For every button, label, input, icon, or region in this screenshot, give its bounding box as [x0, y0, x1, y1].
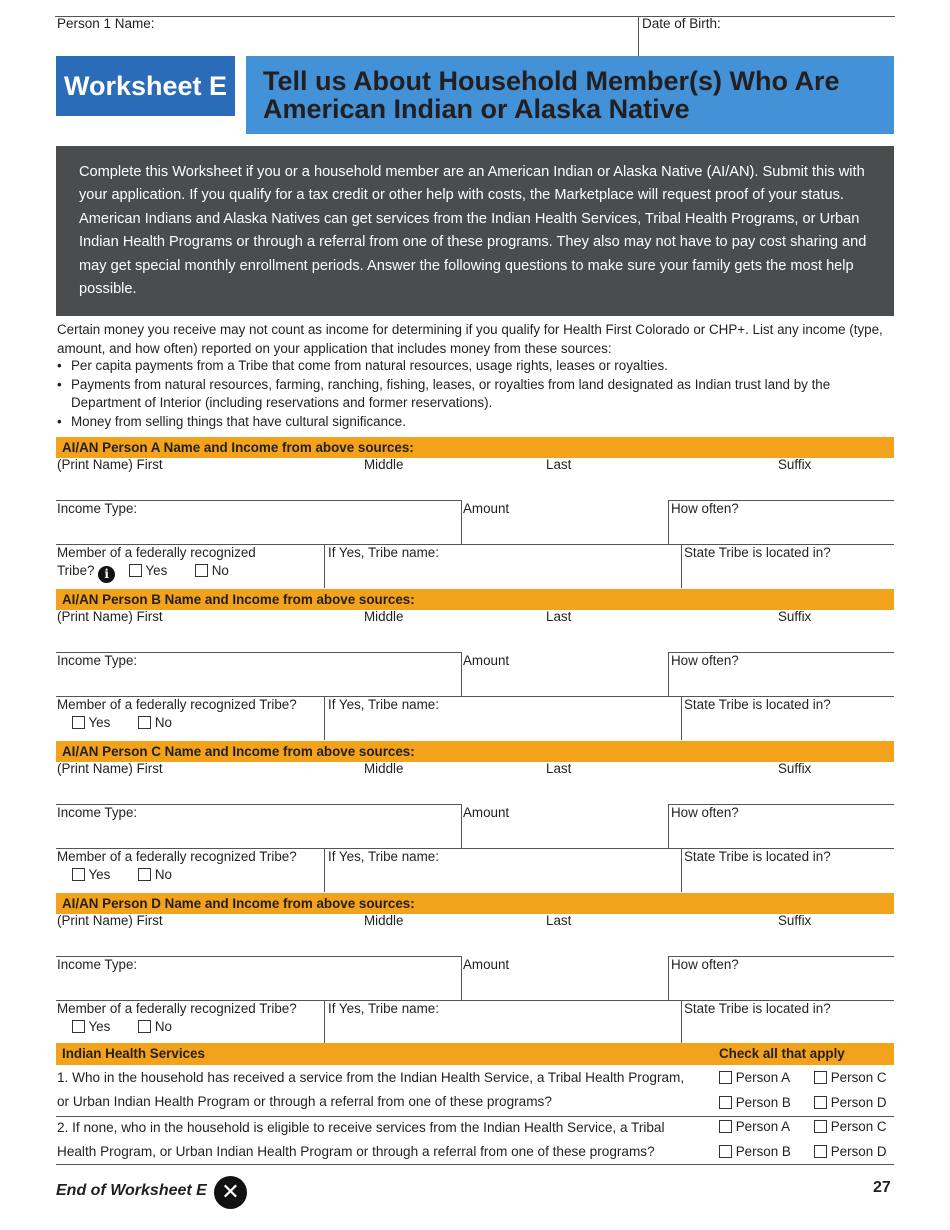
no-checkbox[interactable]: [138, 716, 151, 729]
divider: [324, 696, 325, 740]
close-icon: ✕: [214, 1176, 247, 1209]
title-line-1: Tell us About Household Member(s) Who Are: [263, 66, 840, 96]
divider: [668, 804, 669, 848]
tribe-name-field[interactable]: If Yes, Tribe name:: [328, 697, 439, 712]
person-a-section: [56, 437, 894, 589]
yes-checkbox[interactable]: [129, 564, 142, 577]
first-name-field[interactable]: (Print Name) First: [57, 913, 163, 928]
yes-label: Yes: [145, 563, 168, 578]
tribe-question: Member of a federally recognized Tribe?: [57, 697, 297, 712]
question-2: [57, 1116, 665, 1164]
suffix-field[interactable]: Suffix: [778, 913, 812, 928]
info-icon[interactable]: i: [98, 566, 115, 583]
title-line-2: American Indian or Alaska Native: [263, 94, 690, 124]
tribe-state-field[interactable]: State Tribe is located in?: [684, 849, 831, 864]
no-label: No: [211, 563, 229, 578]
last-name-field[interactable]: Last: [546, 913, 572, 928]
suffix-field[interactable]: Suffix: [778, 761, 812, 776]
first-name-field[interactable]: (Print Name) First: [57, 609, 163, 624]
no-checkbox[interactable]: [138, 1020, 151, 1033]
first-name-field[interactable]: (Print Name) First: [57, 457, 163, 472]
page-title: [246, 56, 894, 134]
q2-option-person-c[interactable]: [814, 1119, 887, 1134]
yes-label: Yes: [88, 1019, 111, 1034]
last-name-field[interactable]: Last: [546, 609, 572, 624]
divider: [461, 500, 462, 544]
first-name-field[interactable]: (Print Name) First: [57, 761, 163, 776]
worksheet-badge: Worksheet E: [56, 56, 235, 116]
option-label: Person A: [735, 1070, 791, 1085]
middle-name-field[interactable]: Middle: [364, 457, 404, 472]
option-label: Person B: [735, 1144, 791, 1159]
no-label: No: [154, 1019, 172, 1034]
option-label: Person D: [830, 1144, 887, 1159]
checkbox[interactable]: [814, 1071, 827, 1084]
tribe-options: [72, 715, 172, 730]
tribe-question: Member of a federally recognized Tribe?: [57, 849, 297, 864]
amount-field[interactable]: Amount: [463, 653, 510, 668]
option-label: Person B: [735, 1095, 791, 1110]
yes-checkbox[interactable]: [72, 716, 85, 729]
divider: [461, 652, 462, 696]
tribe-question: Member of a federally recognized Tribe?: [57, 1001, 297, 1016]
yes-checkbox[interactable]: [72, 1020, 85, 1033]
check-all-label: Check all that apply: [719, 1046, 845, 1061]
person-d-section: [56, 893, 894, 1045]
amount-field[interactable]: Amount: [463, 501, 510, 516]
dob-field[interactable]: Date of Birth:: [642, 16, 721, 31]
ihs-title: Indian Health Services: [62, 1046, 205, 1061]
question-1-line-2: or Urban Indian Health Program or through a referral from one of these programs?: [57, 1094, 552, 1109]
no-checkbox[interactable]: [195, 564, 208, 577]
person-c-section: [56, 741, 894, 893]
amount-field[interactable]: Amount: [463, 805, 510, 820]
q1-option-person-c[interactable]: [814, 1070, 887, 1085]
suffix-field[interactable]: Suffix: [778, 457, 812, 472]
option-label: Person D: [830, 1095, 887, 1110]
tribe-question-cont: [57, 563, 229, 583]
tribe-question: Member of a federally recognized: [57, 545, 256, 560]
person-a-header: AI/AN Person A Name and Income from above sources:: [56, 437, 894, 458]
divider: [668, 956, 669, 1000]
tribe-name-field[interactable]: If Yes, Tribe name:: [328, 849, 439, 864]
end-of-worksheet: End of Worksheet E: [56, 1182, 207, 1199]
divider: [461, 804, 462, 848]
checkbox[interactable]: [814, 1120, 827, 1133]
q2-option-person-a[interactable]: [719, 1119, 790, 1134]
amount-field[interactable]: Amount: [463, 957, 510, 972]
intro-text: Complete this Worksheet if you or a household member are an American Indian or Alaska Native (AI/AN). Submit this with your application. If you qualify for a tax credit or other help with costs, the Marketplace will request proof of your status. American Indians and Alaska Natives can get services from the Indian Health Services, Tribal Health Programs, or Urban Indian Health Programs or through a referral from one of these programs. They also may not have to pay cost sharing and may get special monthly enrollment periods. Answer the following questions to make sure your family gets the most help possible.: [56, 146, 894, 316]
q1-option-person-a[interactable]: [719, 1070, 790, 1085]
header-divider: [638, 16, 639, 56]
list-item: • Payments from natural resources, farming, ranching, fishing, leases, or royalties from land designated as Indian trust land by the Department of Interior (including reservations and former reservations).: [57, 376, 897, 413]
income-type-field[interactable]: Income Type:: [57, 805, 138, 820]
ihs-header: [56, 1043, 894, 1065]
divider: [324, 544, 325, 588]
checkbox[interactable]: [814, 1145, 827, 1158]
person-b-header: AI/AN Person B Name and Income from above sources:: [56, 589, 894, 610]
q2-option-person-d[interactable]: [814, 1144, 887, 1159]
tribe-name-field[interactable]: If Yes, Tribe name:: [328, 545, 439, 560]
tribe-state-field[interactable]: State Tribe is located in?: [684, 1001, 831, 1016]
tribe-state-field[interactable]: State Tribe is located in?: [684, 697, 831, 712]
option-label: Person C: [830, 1070, 887, 1085]
income-type-field[interactable]: Income Type:: [57, 501, 138, 516]
tribe-state-field[interactable]: State Tribe is located in?: [684, 545, 831, 560]
no-label: No: [154, 715, 172, 730]
person-name-field[interactable]: Person 1 Name:: [57, 16, 155, 31]
yes-label: Yes: [88, 867, 111, 882]
divider: [681, 696, 682, 740]
option-label: Person A: [735, 1119, 791, 1134]
income-type-field[interactable]: Income Type:: [57, 653, 138, 668]
checkbox[interactable]: [814, 1096, 827, 1109]
question-2-line-1: 2. If none, who in the household is eligible to receive services from the Indian Health Service, a Tribal: [57, 1120, 665, 1135]
yes-checkbox[interactable]: [72, 868, 85, 881]
how-often-field[interactable]: How often?: [671, 957, 739, 972]
q1-option-person-d[interactable]: [814, 1095, 887, 1110]
last-name-field[interactable]: Last: [546, 457, 572, 472]
income-paragraph: Certain money you receive may not count as income for determining if you qualify for Health First Colorado or CHP+. List any income (type, amount, and how often) reported on your application that includes money from these sources:: [57, 322, 883, 356]
how-often-field[interactable]: How often?: [671, 653, 739, 668]
list-item: • Money from selling things that have cultural significance.: [57, 413, 897, 432]
middle-name-field[interactable]: Middle: [364, 913, 404, 928]
middle-name-field[interactable]: Middle: [364, 609, 404, 624]
q2-option-person-b[interactable]: [719, 1144, 791, 1159]
no-label: No: [154, 867, 172, 882]
question-1: [57, 1066, 684, 1114]
list-item: • Per capita payments from a Tribe that come from natural resources, usage rights, leases or royalties.: [57, 357, 897, 376]
suffix-field[interactable]: Suffix: [778, 609, 812, 624]
divider: [324, 848, 325, 892]
checkbox[interactable]: [719, 1145, 732, 1158]
page-number: 27: [873, 1179, 891, 1196]
divider: [56, 1164, 894, 1165]
checkbox[interactable]: [719, 1071, 732, 1084]
q1-option-person-b[interactable]: [719, 1095, 791, 1110]
income-source-list: [57, 357, 897, 431]
income-type-field[interactable]: Income Type:: [57, 957, 138, 972]
person-c-header: AI/AN Person C Name and Income from above sources:: [56, 741, 894, 762]
question-2-line-2: Health Program, or Urban Indian Health Program or through a referral from one of these programs?: [57, 1144, 655, 1159]
divider: [681, 544, 682, 588]
person-d-header: AI/AN Person D Name and Income from above sources:: [56, 893, 894, 914]
person-b-section: [56, 589, 894, 741]
middle-name-field[interactable]: Middle: [364, 761, 404, 776]
divider: [461, 956, 462, 1000]
tribe-options: [72, 867, 172, 882]
divider: [668, 500, 669, 544]
tribe-options: [72, 1019, 172, 1034]
divider: [324, 1000, 325, 1044]
header-rule: [55, 16, 895, 17]
how-often-field[interactable]: How often?: [671, 805, 739, 820]
yes-label: Yes: [88, 715, 111, 730]
checkbox[interactable]: [719, 1096, 732, 1109]
divider: [668, 652, 669, 696]
divider: [681, 848, 682, 892]
how-often-field[interactable]: How often?: [671, 501, 739, 516]
question-1-line-1: 1. Who in the household has received a service from the Indian Health Service, a Tribal Health Program,: [57, 1070, 685, 1085]
checkbox[interactable]: [719, 1120, 732, 1133]
divider: [681, 1000, 682, 1044]
option-label: Person C: [830, 1119, 887, 1134]
tribe-name-field[interactable]: If Yes, Tribe name:: [328, 1001, 439, 1016]
last-name-field[interactable]: Last: [546, 761, 572, 776]
no-checkbox[interactable]: [138, 868, 151, 881]
tribe-label: Tribe?: [57, 563, 95, 578]
